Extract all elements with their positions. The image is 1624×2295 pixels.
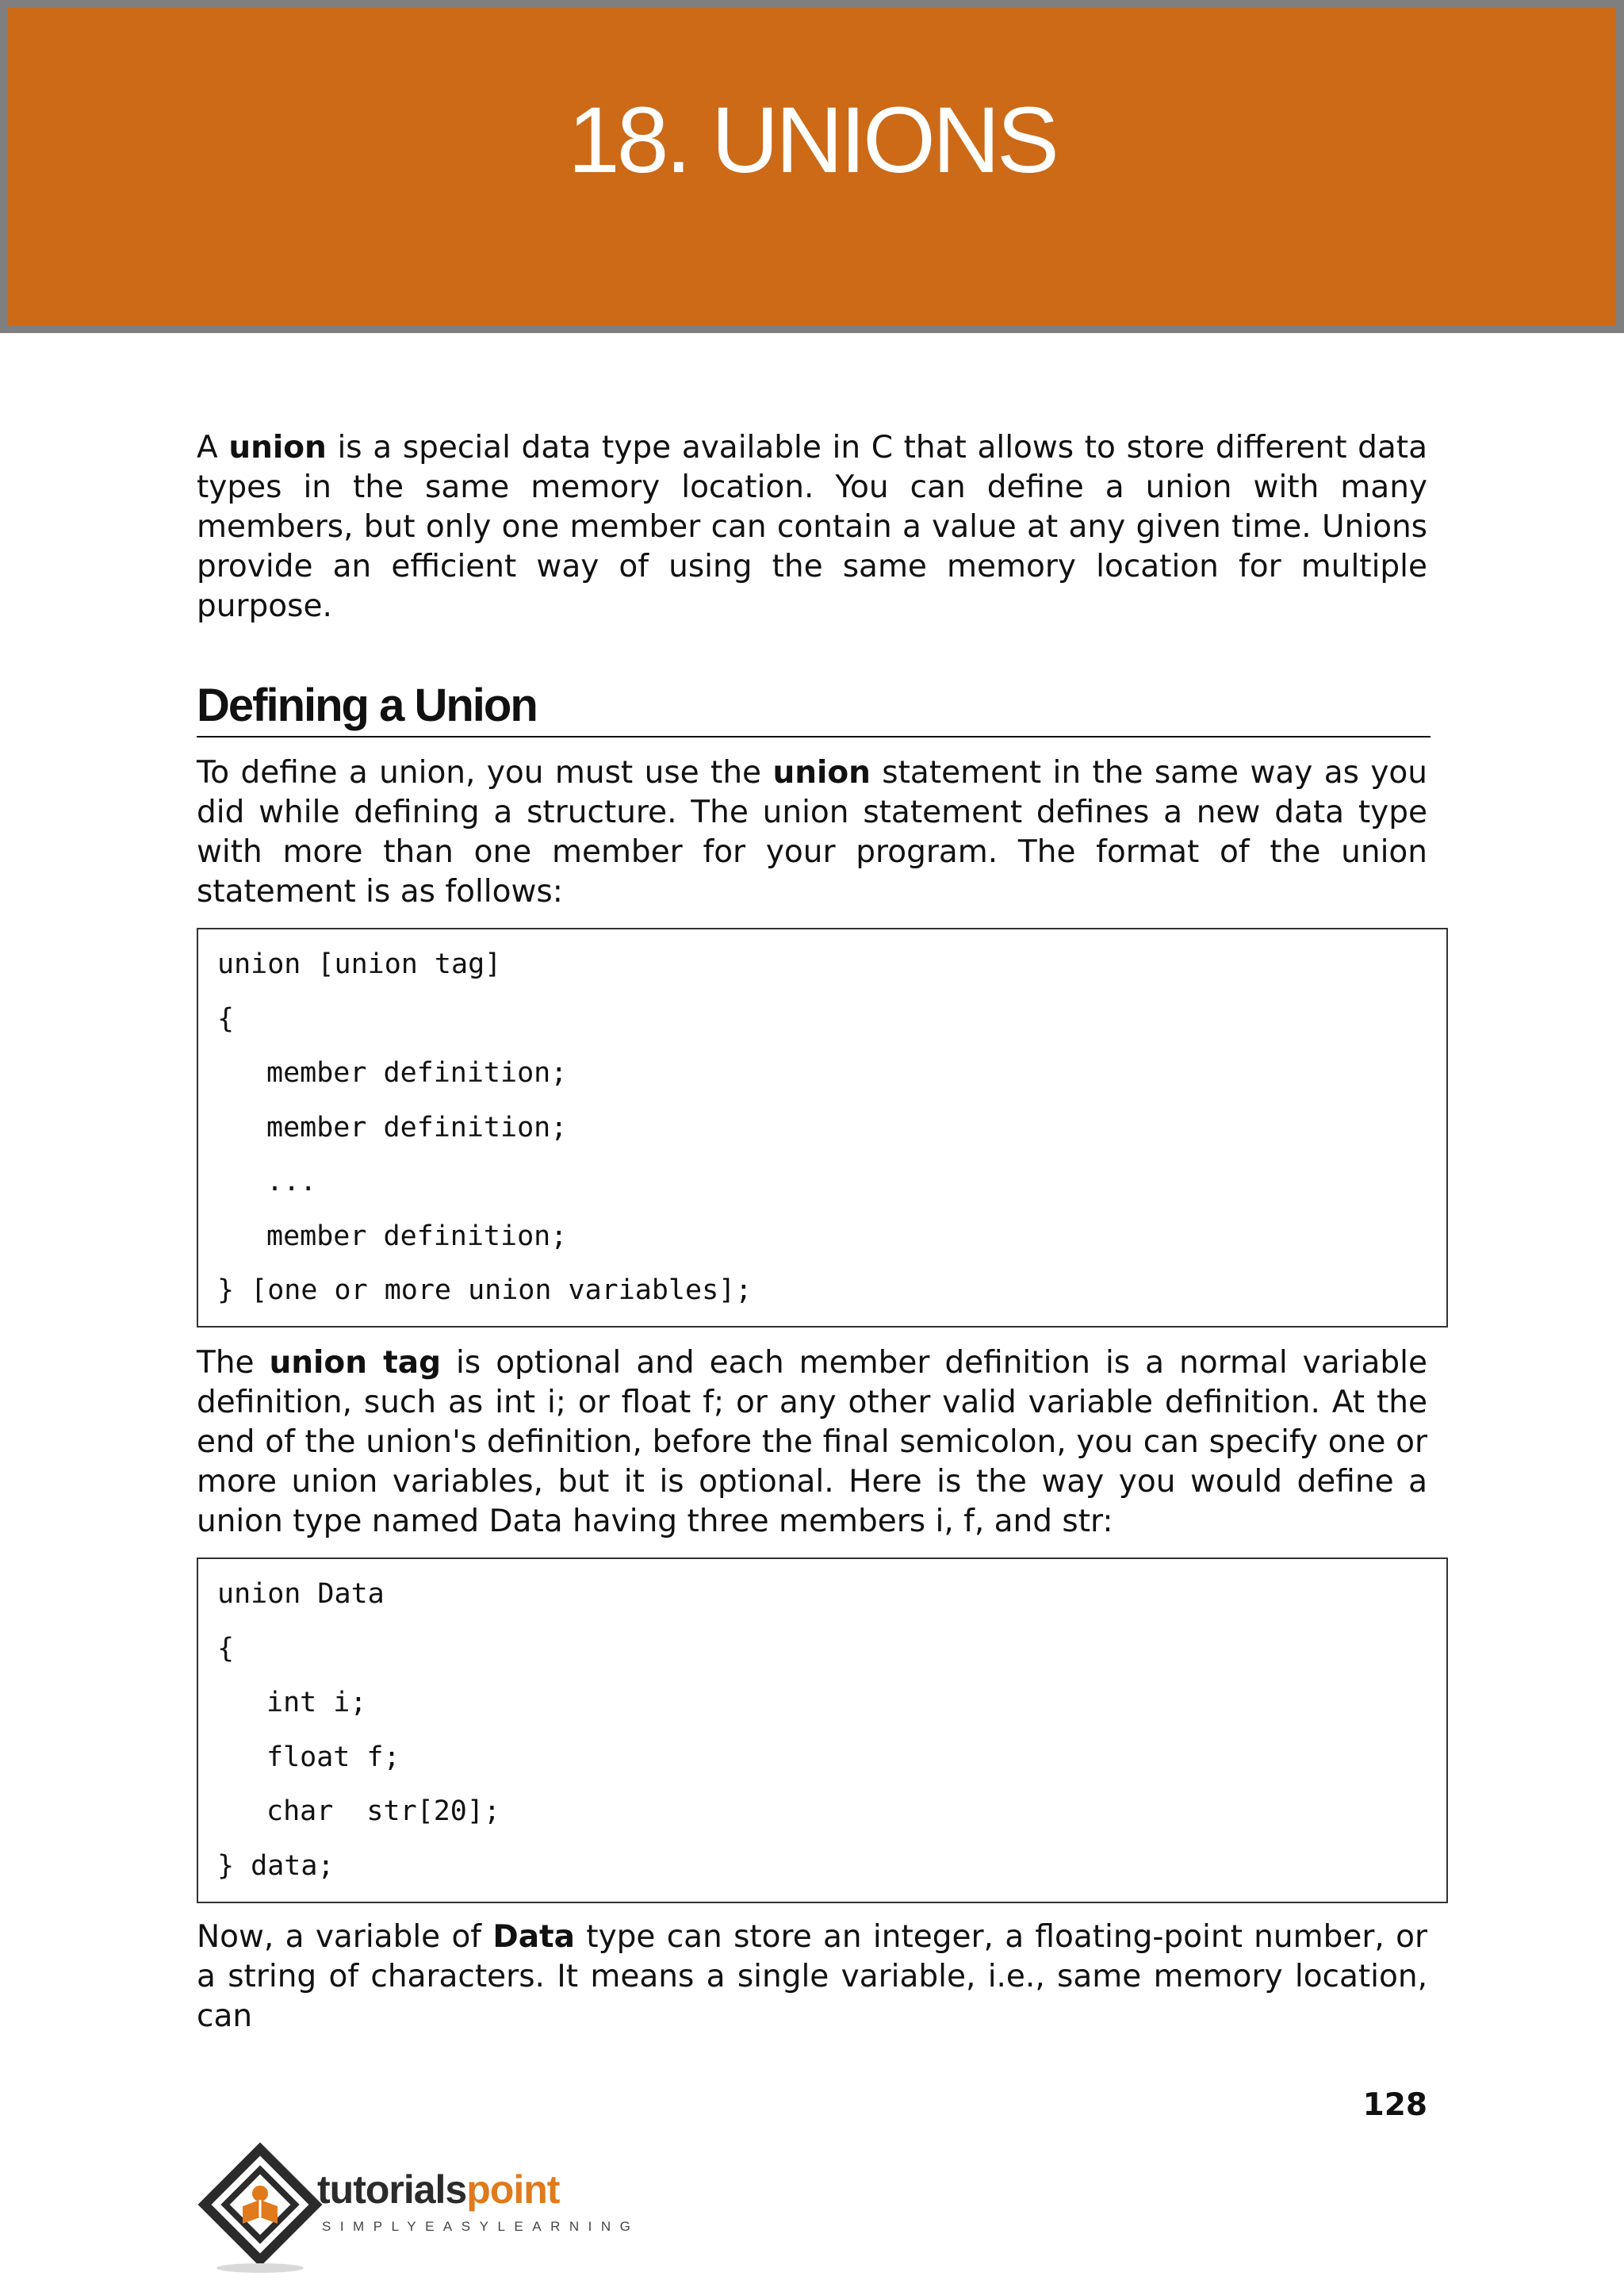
logo-text-part2: point [466, 2167, 560, 2212]
code-line: union [union tag] [217, 948, 502, 980]
p3-keyword: Data [492, 1919, 575, 1955]
p1-text-pre: To define a union, you must use the [197, 755, 773, 791]
intro-keyword: union [228, 430, 327, 466]
code-line: char str[20]; [266, 1795, 501, 1827]
union-tag-paragraph [197, 1343, 1427, 1542]
code-line: member definition; [266, 1057, 568, 1089]
definition-paragraph [197, 753, 1427, 912]
p1-text-post: statement in the same way as you did while defining a structure. The union statement defines a new data type with more than one member for your program. The format of the union statement is as follows: [197, 755, 1427, 910]
intro-text-post: is a special data type available in C that allows to store different data types in the same memory location. You can define a union with many members, but only one member can contain a value at any given time. Unions provide an efficient way of using the same memory location for multiple purpose. [197, 430, 1427, 624]
logo-tagline: SIMPLYEASYLEARNING [322, 2219, 640, 2234]
chapter-banner [0, 0, 1624, 333]
code-line: float f; [266, 1741, 400, 1773]
page-number: 128 [1362, 2087, 1427, 2123]
code-line: ... [266, 1166, 317, 1197]
p2-text-pre: The [197, 1345, 270, 1381]
logo-text-part1: tutorials [317, 2167, 467, 2212]
intro-text-pre: A [197, 430, 229, 466]
code-line: } data; [217, 1850, 335, 1882]
p3-text-pre: Now, a variable of [197, 1919, 493, 1955]
code-line: { [217, 1003, 235, 1035]
section-heading: Defining a Union [197, 676, 1431, 738]
code-line: int i; [266, 1687, 367, 1718]
p2-keyword: union tag [269, 1345, 442, 1381]
p1-keyword: union [772, 755, 871, 791]
code-line: } [one or more union variables]; [217, 1274, 753, 1306]
code-line: member definition; [266, 1112, 568, 1144]
code-line: union Data [217, 1578, 385, 1610]
code-line: member definition; [266, 1220, 568, 1252]
p3-text-post: type can store an integer, a floating-point number, or a string of characters. It means a single variable, i.e., same memory location, can [197, 1919, 1427, 2034]
code-block-example [197, 1557, 1448, 1903]
p2-text-post: is optional and each member definition is a normal variable definition, such as int i; or float f; or any other valid variable definition. At the end of the union's definition, before the final semicolon, you can specify one or more union variables, but it is optional. Here is the way you would define a union type named Data having three members i, f, and str: [197, 1345, 1427, 1539]
tutorialspoint-logo [197, 2141, 641, 2276]
intro-paragraph [197, 428, 1427, 626]
logo-wordmark [317, 2167, 560, 2212]
chapter-title: 18. UNIONS [568, 88, 1056, 193]
data-type-paragraph [197, 1918, 1427, 2036]
code-line: { [217, 1633, 235, 1665]
code-block-syntax [197, 928, 1448, 1328]
logo-diamond-icon [197, 2141, 331, 2276]
